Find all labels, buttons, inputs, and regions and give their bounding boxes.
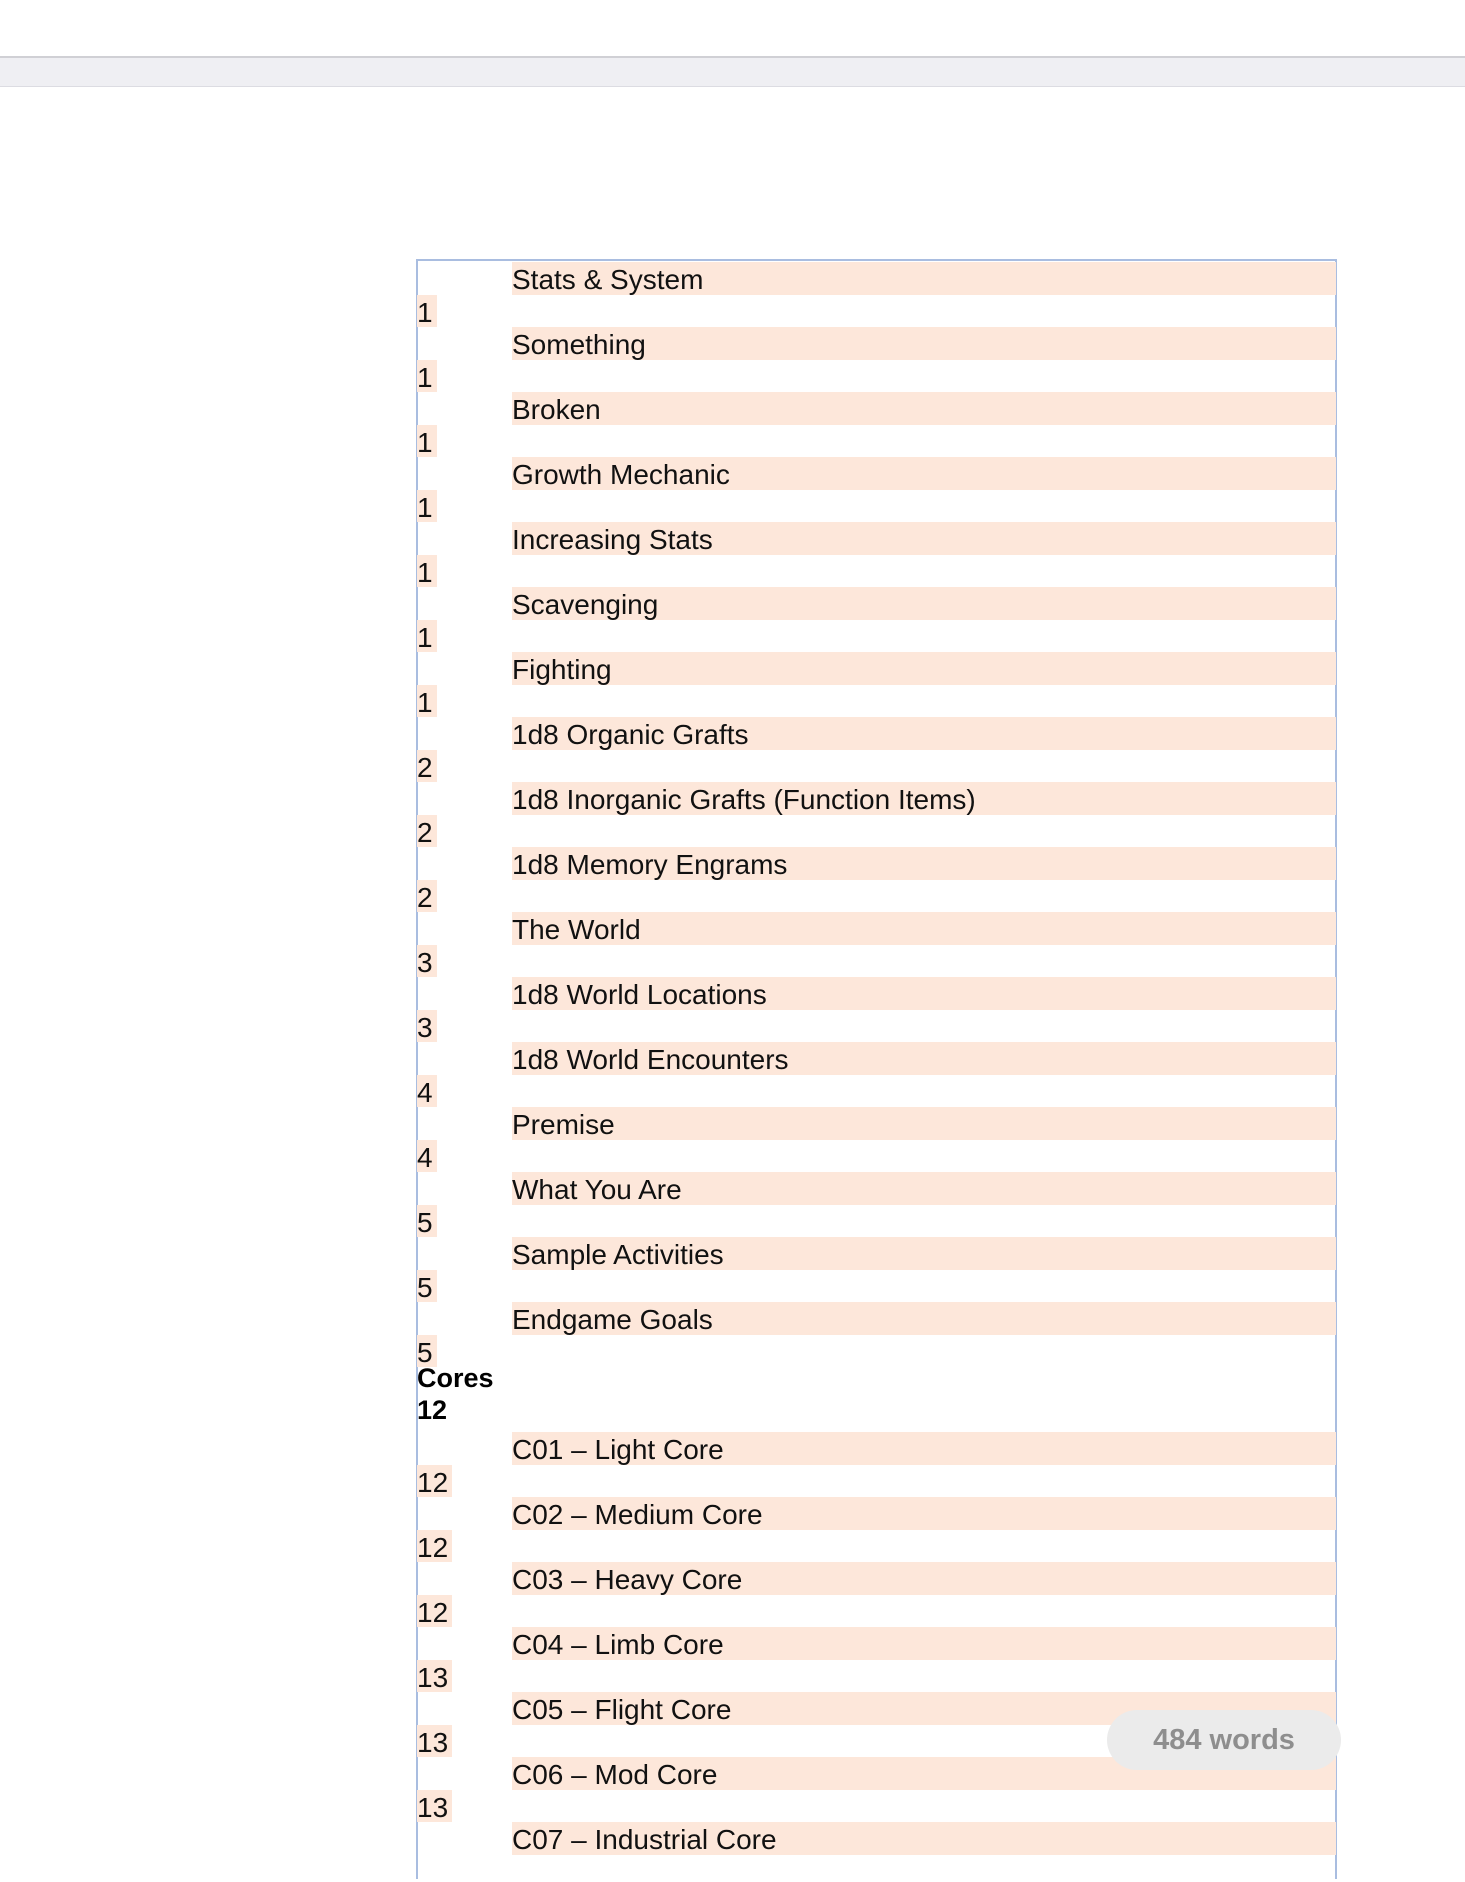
toc-entry-page-number: 2 [417,815,437,847]
toc-entry-title: Growth Mechanic [512,457,1336,490]
toc-entry-title: Stats & System [512,262,1336,295]
top-toolbar [0,0,1465,58]
toc-entry-title: 1d8 Organic Grafts [512,717,1336,750]
toc-entry-title: C02 – Medium Core [512,1497,1336,1530]
toc-entry[interactable] [417,452,1337,523]
toc-entry-page-number: 1 [417,620,437,652]
toc-section-heading[interactable] [417,1362,1337,1427]
toc-entry-page-number: 12 [417,1530,452,1562]
toc-entry-title: 1d8 World Locations [512,977,1336,1010]
toc-entry-page-number: 12 [417,1465,452,1497]
toc-entry-title: The World [512,912,1336,945]
table-of-contents[interactable] [417,257,1337,1882]
toc-entry-page-number: 1 [417,685,437,717]
toc-entry[interactable] [417,582,1337,653]
toc-entry[interactable] [417,517,1337,588]
toc-group-main [417,257,1337,1368]
toc-entry-page-number: 1 [417,555,437,587]
toc-section-title: Cores [417,1363,494,1393]
toc-entry-title: 1d8 Memory Engrams [512,847,1336,880]
toc-entry-page-number: 2 [417,880,437,912]
toc-entry-title: C04 – Limb Core [512,1627,1336,1660]
toc-entry-title: C07 – Industrial Core [512,1822,1336,1855]
toc-entry-page-number: 3 [417,945,437,977]
toc-entry[interactable] [417,1037,1337,1108]
toc-entry-page-number: 1 [417,360,437,392]
toc-section-page: 12 [417,1395,448,1425]
toc-entry-title: Something [512,327,1336,360]
toc-entry-page-number: 1 [417,425,437,457]
toc-entry-title: Sample Activities [512,1237,1336,1270]
toc-group-cores [417,1427,1337,1882]
toc-entry-title: Broken [512,392,1336,425]
toc-entry-page-number: 12 [417,1595,452,1627]
toc-entry-title: What You Are [512,1172,1336,1205]
toc-entry-title: 1d8 Inorganic Grafts (Function Items) [512,782,1336,815]
toc-entry-title: C06 – Mod Core [512,1757,1336,1790]
toc-entry-title: Premise [512,1107,1336,1140]
toc-entry[interactable] [417,1557,1337,1628]
toc-entry-page-number: 5 [417,1335,437,1367]
toc-entry[interactable] [417,322,1337,393]
toc-entry-title: C03 – Heavy Core [512,1562,1336,1595]
word-count-badge[interactable]: 484 words [1107,1710,1341,1770]
toc-entry[interactable] [417,1167,1337,1238]
toc-entry[interactable] [417,777,1337,848]
toc-entry[interactable] [417,842,1337,913]
toc-entry-page-number: 3 [417,1010,437,1042]
toc-entry[interactable] [417,387,1337,458]
toc-entry-page-number: 13 [417,1790,452,1822]
toc-entry-page-number: 4 [417,1140,437,1172]
toc-entry[interactable] [417,972,1337,1043]
toc-entry[interactable] [417,1817,1337,1882]
toc-entry-title: Endgame Goals [512,1302,1336,1335]
toc-entry[interactable] [417,712,1337,783]
toc-entry-page-number: 5 [417,1270,437,1302]
toc-entry-page-number: 13 [417,1725,452,1757]
toc-entry-title: Fighting [512,652,1336,685]
toc-entry[interactable] [417,1232,1337,1303]
toc-entry-title: 1d8 World Encounters [512,1042,1336,1075]
toc-entry-title: C01 – Light Core [512,1432,1336,1465]
toc-entry-page-number: 2 [417,750,437,782]
toc-entry[interactable] [417,647,1337,718]
toc-entry[interactable] [417,1622,1337,1693]
toc-entry-page-number: 5 [417,1205,437,1237]
toc-entry-title: Increasing Stats [512,522,1336,555]
toc-entry[interactable] [417,257,1337,328]
toc-entry-page-number: 1 [417,490,437,522]
toc-entry[interactable] [417,1492,1337,1563]
toc-entry[interactable] [417,907,1337,978]
toc-entry[interactable] [417,1427,1337,1498]
toc-entry[interactable] [417,1297,1337,1368]
toc-entry-page-number: 1 [417,295,437,327]
toc-entry-title: Scavenging [512,587,1336,620]
toc-entry[interactable] [417,1102,1337,1173]
toc-entry-page-number: 13 [417,1660,452,1692]
ruler-bar [0,58,1465,87]
toc-entry-title: C05 – Flight Core [512,1692,1336,1725]
toc-entry-page-number: 4 [417,1075,437,1107]
